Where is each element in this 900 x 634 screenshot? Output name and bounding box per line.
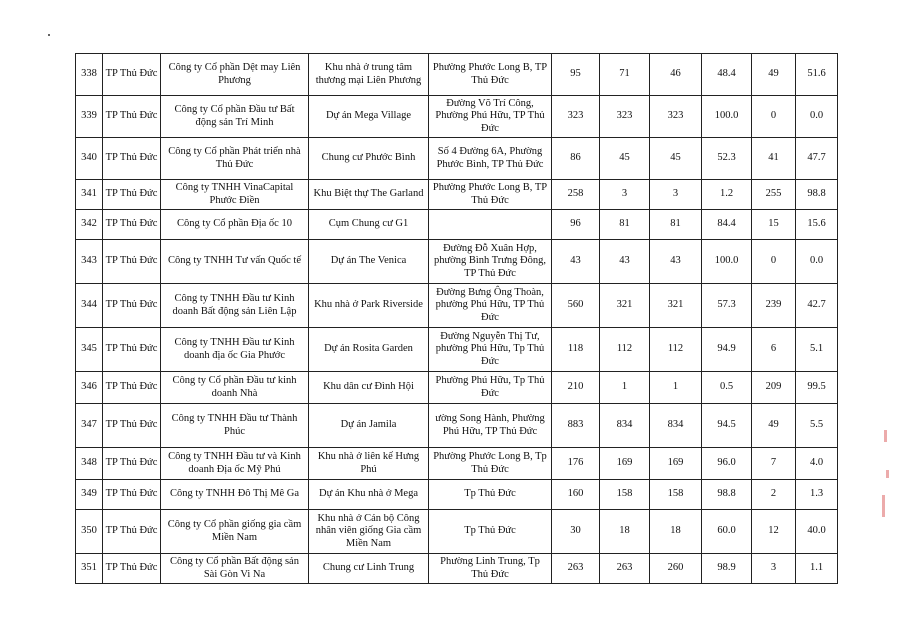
value-percent: 98.9 — [702, 554, 752, 584]
value-remaining-percent: 99.5 — [796, 372, 838, 404]
location-cell: Tp Thủ Đức — [429, 510, 552, 554]
company-cell: Công ty Cổ phần Dệt may Liên Phương — [161, 54, 309, 96]
value-remaining: 255 — [752, 180, 796, 210]
company-cell: Công ty TNHH VinaCapital Phước Điền — [161, 180, 309, 210]
table-row — [76, 554, 838, 584]
value-percent: 100.0 — [702, 96, 752, 138]
table-body — [76, 54, 838, 584]
value-3: 321 — [650, 284, 702, 328]
location-cell: Đường Bưng Ông Thoàn, phường Phú Hữu, TP Thủ Đức — [429, 284, 552, 328]
project-cell: Khu nhà ở Cán bộ Công nhân viên giống Gia cầm Miền Nam — [309, 510, 429, 554]
scan-margin-mark — [884, 430, 887, 442]
area-cell: TP Thủ Đức — [103, 240, 161, 284]
value-percent: 0.5 — [702, 372, 752, 404]
value-3: 81 — [650, 210, 702, 240]
value-total: 43 — [552, 240, 600, 284]
value-remaining: 41 — [752, 138, 796, 180]
row-number: 342 — [76, 210, 103, 240]
value-3: 43 — [650, 240, 702, 284]
value-2: 169 — [600, 448, 650, 480]
value-percent: 94.5 — [702, 404, 752, 448]
value-2: 321 — [600, 284, 650, 328]
value-3: 1 — [650, 372, 702, 404]
company-cell: Công ty Cổ phần Đầu tư kinh doanh Nhà — [161, 372, 309, 404]
value-2: 18 — [600, 510, 650, 554]
location-cell — [429, 210, 552, 240]
value-remaining: 15 — [752, 210, 796, 240]
value-2: 43 — [600, 240, 650, 284]
value-remaining-percent: 0.0 — [796, 96, 838, 138]
project-cell: Khu nhà ở Park Riverside — [309, 284, 429, 328]
value-2: 323 — [600, 96, 650, 138]
table-row — [76, 510, 838, 554]
project-cell: Dự án The Venica — [309, 240, 429, 284]
area-cell: TP Thủ Đức — [103, 480, 161, 510]
location-cell: Phường Linh Trung, Tp Thủ Đức — [429, 554, 552, 584]
location-cell: Đường Đỗ Xuân Hợp, phường Bình Trưng Đông, TP Thủ Đức — [429, 240, 552, 284]
project-table — [75, 53, 838, 584]
value-percent: 94.9 — [702, 328, 752, 372]
value-remaining: 49 — [752, 54, 796, 96]
table-row — [76, 480, 838, 510]
value-remaining: 3 — [752, 554, 796, 584]
company-cell: Công ty Cổ phần Bất động sản Sài Gòn Vi Na — [161, 554, 309, 584]
table-row — [76, 180, 838, 210]
value-2: 3 — [600, 180, 650, 210]
row-number: 350 — [76, 510, 103, 554]
value-remaining-percent: 5.1 — [796, 328, 838, 372]
value-remaining-percent: 47.7 — [796, 138, 838, 180]
table-row — [76, 240, 838, 284]
row-number: 349 — [76, 480, 103, 510]
location-cell: Phường Phước Long B, TP Thủ Đức — [429, 54, 552, 96]
table-row — [76, 138, 838, 180]
value-total: 30 — [552, 510, 600, 554]
area-cell: TP Thủ Đức — [103, 510, 161, 554]
value-percent: 1.2 — [702, 180, 752, 210]
value-percent: 100.0 — [702, 240, 752, 284]
project-cell: Khu nhà ở trung tâm thương mại Liên Phương — [309, 54, 429, 96]
value-remaining-percent: 98.8 — [796, 180, 838, 210]
project-cell: Dự án Khu nhà ở Mega — [309, 480, 429, 510]
row-number: 345 — [76, 328, 103, 372]
location-cell: Số 4 Đường 6A, Phường Phước Bình, TP Thủ Đức — [429, 138, 552, 180]
value-percent: 98.8 — [702, 480, 752, 510]
value-2: 45 — [600, 138, 650, 180]
value-total: 883 — [552, 404, 600, 448]
location-cell: ường Song Hành, Phường Phú Hữu, TP Thủ Đức — [429, 404, 552, 448]
value-total: 560 — [552, 284, 600, 328]
value-total: 95 — [552, 54, 600, 96]
location-cell: Phường Phước Long B, Tp Thủ Đức — [429, 448, 552, 480]
area-cell: TP Thủ Đức — [103, 96, 161, 138]
row-number: 346 — [76, 372, 103, 404]
value-remaining-percent: 4.0 — [796, 448, 838, 480]
table-row — [76, 372, 838, 404]
value-2: 81 — [600, 210, 650, 240]
value-total: 176 — [552, 448, 600, 480]
value-3: 834 — [650, 404, 702, 448]
project-cell: Khu Biệt thự The Garland — [309, 180, 429, 210]
value-remaining: 0 — [752, 96, 796, 138]
company-cell: Công ty TNHH Đầu tư và Kinh doanh Địa ốc Mỹ Phú — [161, 448, 309, 480]
row-number: 341 — [76, 180, 103, 210]
company-cell: Công ty Cổ phần Đầu tư Bất động sản Trí Minh — [161, 96, 309, 138]
value-3: 45 — [650, 138, 702, 180]
table-row — [76, 54, 838, 96]
company-cell: Công ty TNHH Đầu tư Thành Phúc — [161, 404, 309, 448]
area-cell: TP Thủ Đức — [103, 180, 161, 210]
company-cell: Công ty TNHH Tư vấn Quốc tế — [161, 240, 309, 284]
scan-margin-mark — [882, 495, 885, 517]
table-row — [76, 210, 838, 240]
value-total: 86 — [552, 138, 600, 180]
value-2: 834 — [600, 404, 650, 448]
value-remaining-percent: 1.3 — [796, 480, 838, 510]
value-percent: 96.0 — [702, 448, 752, 480]
value-remaining-percent: 42.7 — [796, 284, 838, 328]
value-3: 112 — [650, 328, 702, 372]
value-remaining-percent: 1.1 — [796, 554, 838, 584]
value-total: 210 — [552, 372, 600, 404]
value-3: 18 — [650, 510, 702, 554]
location-cell: Phường Phú Hữu, Tp Thủ Đức — [429, 372, 552, 404]
value-total: 96 — [552, 210, 600, 240]
row-number: 347 — [76, 404, 103, 448]
area-cell: TP Thủ Đức — [103, 554, 161, 584]
project-cell: Dự án Rosita Garden — [309, 328, 429, 372]
project-cell: Khu nhà ở liên kế Hưng Phú — [309, 448, 429, 480]
value-3: 158 — [650, 480, 702, 510]
value-remaining-percent: 0.0 — [796, 240, 838, 284]
row-number: 351 — [76, 554, 103, 584]
table-row — [76, 284, 838, 328]
table-row — [76, 404, 838, 448]
area-cell: TP Thủ Đức — [103, 372, 161, 404]
value-percent: 52.3 — [702, 138, 752, 180]
value-3: 260 — [650, 554, 702, 584]
area-cell: TP Thủ Đức — [103, 210, 161, 240]
row-number: 340 — [76, 138, 103, 180]
project-cell: Cụm Chung cư G1 — [309, 210, 429, 240]
area-cell: TP Thủ Đức — [103, 284, 161, 328]
value-total: 160 — [552, 480, 600, 510]
value-2: 71 — [600, 54, 650, 96]
company-cell: Công ty TNHH Đầu tư Kinh doanh địa ốc Gia Phước — [161, 328, 309, 372]
value-remaining-percent: 51.6 — [796, 54, 838, 96]
value-total: 323 — [552, 96, 600, 138]
company-cell: Công ty TNHH Đô Thị Mê Ga — [161, 480, 309, 510]
value-remaining: 49 — [752, 404, 796, 448]
value-remaining-percent: 15.6 — [796, 210, 838, 240]
value-remaining: 209 — [752, 372, 796, 404]
location-cell: Phường Phước Long B, TP Thủ Đức — [429, 180, 552, 210]
value-remaining: 2 — [752, 480, 796, 510]
value-percent: 57.3 — [702, 284, 752, 328]
value-3: 3 — [650, 180, 702, 210]
value-total: 258 — [552, 180, 600, 210]
value-2: 1 — [600, 372, 650, 404]
value-3: 169 — [650, 448, 702, 480]
value-total: 118 — [552, 328, 600, 372]
value-3: 323 — [650, 96, 702, 138]
value-remaining: 0 — [752, 240, 796, 284]
project-cell: Dự án Jamila — [309, 404, 429, 448]
value-remaining: 6 — [752, 328, 796, 372]
row-number: 338 — [76, 54, 103, 96]
value-remaining-percent: 5.5 — [796, 404, 838, 448]
table-row — [76, 448, 838, 480]
company-cell: Công ty TNHH Đầu tư Kinh doanh Bất động sản Liên Lập — [161, 284, 309, 328]
scan-margin-mark — [886, 470, 889, 478]
location-cell: Đường Võ Trí Công, Phường Phú Hữu, TP Thủ Đức — [429, 96, 552, 138]
area-cell: TP Thủ Đức — [103, 54, 161, 96]
project-cell: Chung cư Linh Trung — [309, 554, 429, 584]
value-3: 46 — [650, 54, 702, 96]
value-2: 158 — [600, 480, 650, 510]
value-2: 112 — [600, 328, 650, 372]
area-cell: TP Thủ Đức — [103, 138, 161, 180]
row-number: 339 — [76, 96, 103, 138]
value-total: 263 — [552, 554, 600, 584]
value-percent: 60.0 — [702, 510, 752, 554]
value-percent: 84.4 — [702, 210, 752, 240]
scan-dot — [48, 34, 50, 36]
area-cell: TP Thủ Đức — [103, 448, 161, 480]
row-number: 348 — [76, 448, 103, 480]
project-cell: Chung cư Phước Bình — [309, 138, 429, 180]
row-number: 344 — [76, 284, 103, 328]
company-cell: Công ty Cổ phần Địa ốc 10 — [161, 210, 309, 240]
project-cell: Dự án Mega Village — [309, 96, 429, 138]
value-2: 263 — [600, 554, 650, 584]
row-number: 343 — [76, 240, 103, 284]
area-cell: TP Thủ Đức — [103, 328, 161, 372]
value-remaining: 239 — [752, 284, 796, 328]
company-cell: Công ty Cổ phần Phát triển nhà Thủ Đức — [161, 138, 309, 180]
location-cell: Tp Thủ Đức — [429, 480, 552, 510]
value-remaining: 12 — [752, 510, 796, 554]
value-percent: 48.4 — [702, 54, 752, 96]
company-cell: Công ty Cổ phần giống gia cầm Miền Nam — [161, 510, 309, 554]
table-row — [76, 328, 838, 372]
value-remaining: 7 — [752, 448, 796, 480]
project-cell: Khu dân cư Đình Hội — [309, 372, 429, 404]
table-row — [76, 96, 838, 138]
value-remaining-percent: 40.0 — [796, 510, 838, 554]
area-cell: TP Thủ Đức — [103, 404, 161, 448]
location-cell: Đường Nguyễn Thị Tư, phường Phú Hữu, Tp Thủ Đức — [429, 328, 552, 372]
